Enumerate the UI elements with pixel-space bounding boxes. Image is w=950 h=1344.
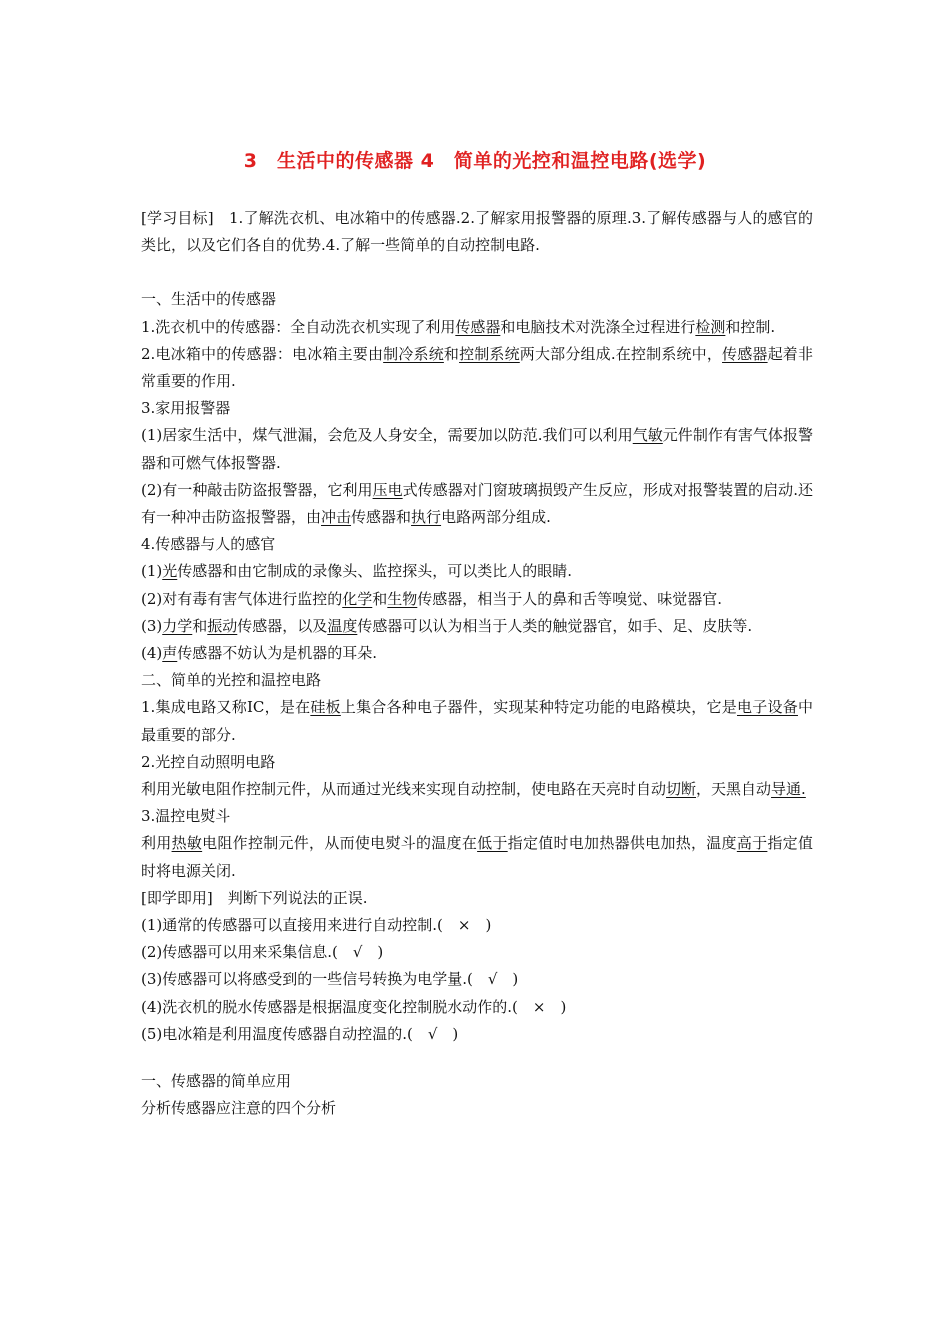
practice-label: [即学即用] [141,888,213,907]
section-heading: 二、简单的光控和温控电路 [141,671,322,690]
paragraph-touch: (3)力学和振动传感器，以及温度传感器可以认为相当于人类的触觉器官，如手、足、皮肤等. [141,616,753,635]
spacer [141,1048,813,1068]
practice-prompt: 判断下列说法的正误. [227,888,368,907]
page-title: 3 生活中的传感器 4 简单的光控和温控电路(选学) [243,150,707,172]
objectives-label: [学习目标] [141,209,214,227]
paragraph-fridge: 2.电冰箱中的传感器：电冰箱主要由制冷系统和控制系统两大部分组成.在控制系统中，传感器起着非常重要的作用. [141,344,813,391]
paragraph-gas-alarm: (1)居家生活中，煤气泄漏，会危及人身安全，需要加以防范.我们可以利用气敏元件制作有害气体报警器和可燃气体报警器. [141,426,813,472]
paragraph-eye: (1)光传感器和由它制成的录像头、监控探头，可以类比人的眼睛. [141,562,573,581]
paragraph-iron: 利用热敏电阻作控制元件，从而使电熨斗的温度在低于指定值时电加热器供电加热，温度高于指定值时将电源关闭. [141,834,813,880]
subheading-senses: 4.传感器与人的感官 [141,535,276,554]
paragraph-burglar-alarm: (2)有一种敲击防盗报警器，它利用压电式传感器对门窗玻璃损毁产生反应，形成对报警装置的启动.还有一种冲击防盗报警器，由冲击传感器和执行电路两部分组成. [141,480,813,527]
paragraph-ic: 1.集成电路又称IC，是在硅板上集合各种电子器件，实现某种特定功能的电路模块，它是电子设备中最重要的部分. [141,698,813,744]
paragraph-ear: (4)声传感器不妨认为是机器的耳朵. [141,644,378,663]
paragraph-washer: 1.洗衣机中的传感器：全自动洗衣机实现了利用传感器和电脑技术对洗涤全过程进行检测和控制. [141,317,776,336]
objectives-text: 1.了解洗衣机、电冰箱中的传感器.2.了解家用报警器的原理.3.了解传感器与人的感官的类比，以及它们各自的优势.4.了解一些简单的自动控制电路. [141,209,813,255]
subheading-alarm: 3.家用报警器 [141,399,231,418]
practice-item: (4)洗衣机的脱水传感器是根据温度变化控制脱水动作的.( × ) [141,997,567,1016]
spacer [141,259,813,286]
subheading-light-control: 2.光控自动照明电路 [141,752,276,771]
practice-item: (1)通常的传感器可以直接用来进行自动控制.( × ) [141,916,492,935]
learning-objectives [141,205,813,259]
paragraph-nose: (2)对有毒有害气体进行监控的化学和生物传感器，相当于人的鼻和舌等嗅觉、味觉器官. [141,589,723,608]
section-heading: 一、生活中的传感器 [141,290,277,309]
section-heading: 一、传感器的简单应用 [141,1072,292,1091]
paragraph-light-control: 利用光敏电阻作控制元件，从而通过光线来实现自动控制，使电路在天亮时自动切断，天黑自动导通. [141,780,806,799]
practice-item: (3)传感器可以将感受到的一些信号转换为电学量.( √ ) [141,970,519,989]
subheading-iron: 3.温控电熨斗 [141,807,231,826]
paragraph-analysis: 分析传感器应注意的四个分析 [141,1099,337,1118]
practice-item: (2)传感器可以用来采集信息.( √ ) [141,943,384,962]
practice-intro [141,885,813,912]
document-body [141,205,813,1123]
practice-item: (5)电冰箱是利用温度传感器自动控温的.( √ ) [141,1024,459,1043]
